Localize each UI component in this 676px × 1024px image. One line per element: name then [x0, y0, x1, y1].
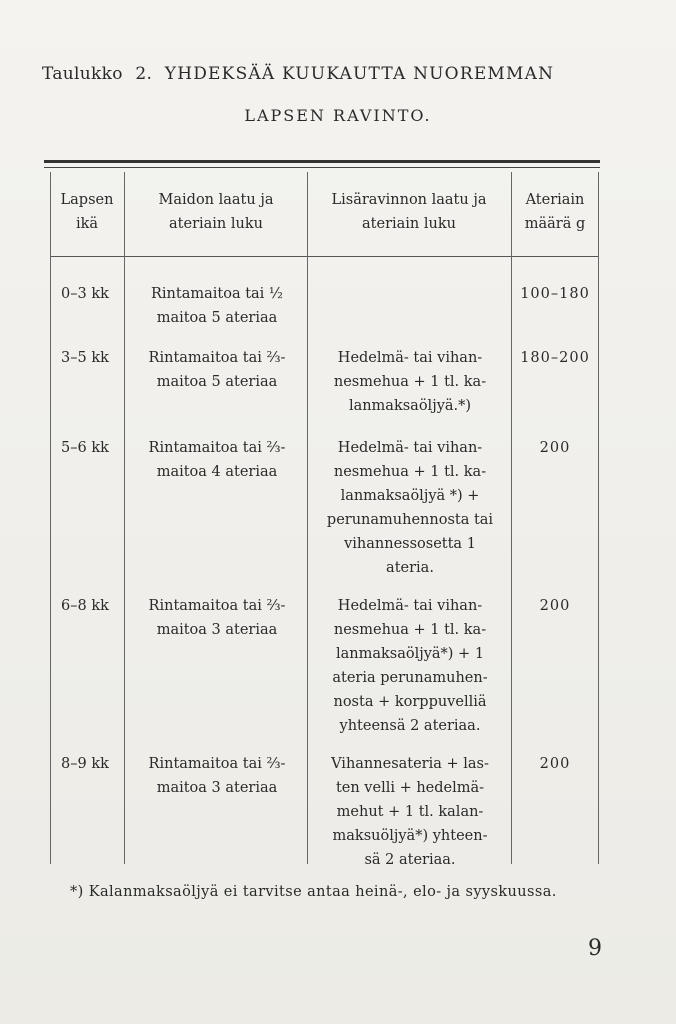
row-3-age: 5–6 kk [61, 440, 109, 456]
table-right-border [598, 172, 599, 864]
table-title [42, 64, 642, 84]
header-extra: Lisäravinnon laatu ja ateriain luku [331, 192, 487, 232]
row-3-extra: Hedelmä- tai vihan- nesmehua + 1 tl. ka- lanmaksaöljyä *) + perunamuhennosta tai vihannessosetta 1 ateria. [326, 440, 494, 576]
top-rule-thin [44, 167, 600, 168]
footnote: *) Kalanmaksaöljyä ei tarvitse antaa heinä-, elo- ja syyskuussa. [70, 884, 557, 900]
row-5-amount: 200 [539, 756, 571, 772]
row-2-age: 3–5 kk [61, 350, 109, 366]
row-4-milk: Rintamaitoa tai ⅔- maitoa 3 ateriaa [148, 598, 286, 638]
header-amount: Ateriain määrä g [524, 192, 586, 232]
row-5-age: 8–9 kk [61, 756, 109, 772]
row-4-amount: 200 [539, 598, 571, 614]
row-1-age: 0–3 kk [61, 286, 109, 302]
header-rule [50, 256, 598, 257]
row-1-milk: Rintamaitoa tai ½ maitoa 5 ateriaa [151, 286, 283, 326]
row-3-amount: 200 [539, 440, 571, 456]
row-4-age: 6–8 kk [61, 598, 109, 614]
column-divider-1 [124, 172, 125, 864]
row-1-amount: 100–180 [520, 286, 590, 302]
top-rule-thick [44, 160, 600, 163]
row-2-amount: 180–200 [520, 350, 590, 366]
title-line-1: YHDEKSÄÄ KUUKAUTTA NUOREMMAN [164, 64, 555, 84]
page-number: 9 [588, 936, 602, 961]
header-age: Lapsen ikä [60, 192, 114, 232]
header-milk: Maidon laatu ja ateriain luku [158, 192, 274, 232]
table-number: 2. [135, 64, 153, 84]
row-2-extra: Hedelmä- tai vihan- nesmehua + 1 tl. ka- lanmaksaöljyä.*) [333, 350, 487, 414]
row-2-milk: Rintamaitoa tai ⅔- maitoa 5 ateriaa [148, 350, 286, 390]
row-5-milk: Rintamaitoa tai ⅔- maitoa 3 ateriaa [148, 756, 286, 796]
row-5-extra: Vihannesateria + las- ten velli + hedelmä- mehut + 1 tl. kalan- maksuöljyä*) yhteen- sä 2 ateriaa. [331, 756, 489, 868]
column-divider-2 [307, 172, 308, 864]
row-4-extra: Hedelmä- tai vihan- nesmehua + 1 tl. ka- lanmaksaöljyä*) + 1 ateria perunamuhen- nosta + korppuvelliä yhteensä 2 ateriaa. [332, 598, 488, 734]
title-line-2: LAPSEN RAVINTO. [244, 106, 432, 125]
table-label: Taulukko [42, 64, 123, 84]
row-3-milk: Rintamaitoa tai ⅔- maitoa 4 ateriaa [148, 440, 286, 480]
